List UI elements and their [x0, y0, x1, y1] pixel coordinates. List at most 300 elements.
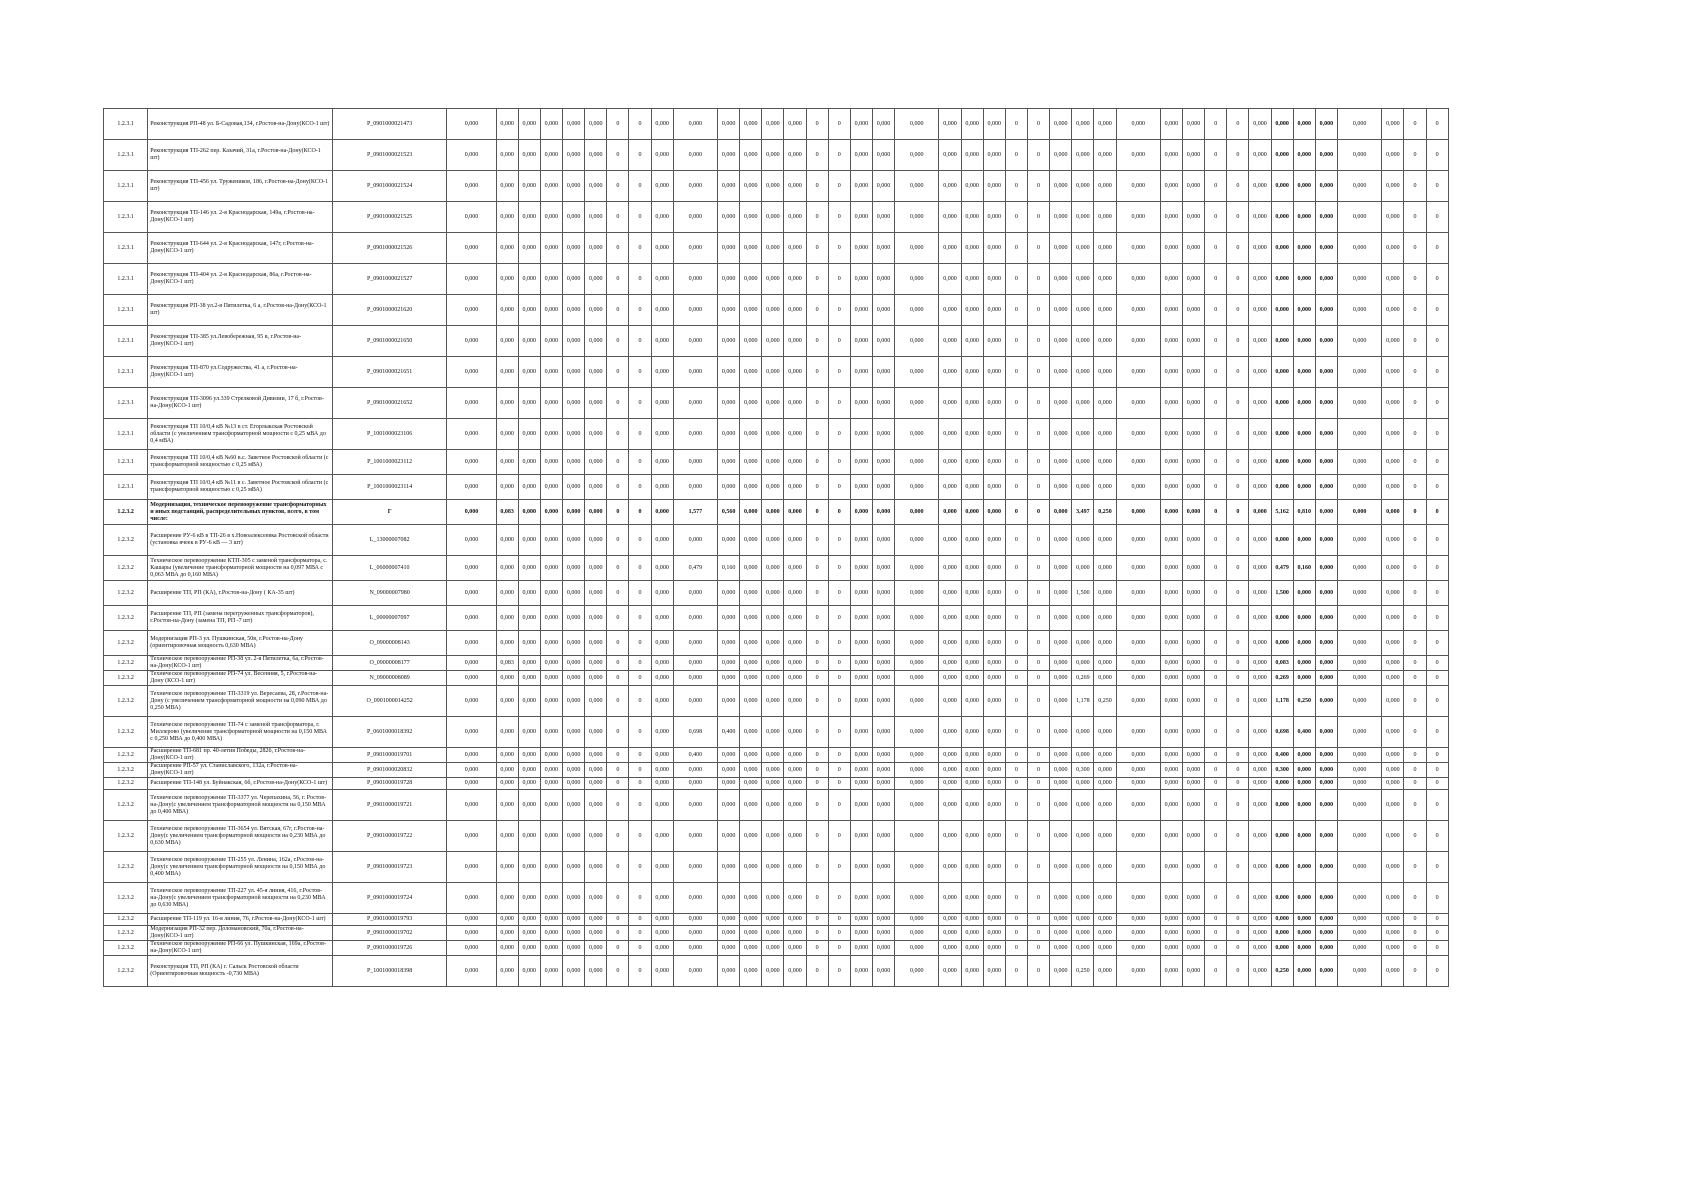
- project-id: P_0901000021527: [332, 264, 446, 295]
- value-cell: 0,000: [740, 500, 762, 525]
- value-cell: 0: [1205, 631, 1227, 656]
- value-cell: 0: [828, 233, 850, 264]
- value-cell: 0,000: [939, 202, 961, 233]
- value-cell: 0: [1205, 295, 1227, 326]
- value-cell: 0,000: [939, 778, 961, 790]
- value-cell: 0,000: [850, 500, 872, 525]
- value-cell: 0,000: [762, 656, 784, 671]
- value-cell: 0,000: [1293, 914, 1315, 926]
- value-cell: 0,000: [1072, 926, 1094, 941]
- value-cell: 0: [828, 926, 850, 941]
- value-cell: 0: [629, 295, 651, 326]
- value-cell: 0,000: [939, 233, 961, 264]
- value-cell: 0,000: [872, 202, 894, 233]
- value-cell: 0: [1027, 171, 1049, 202]
- value-cell: 0,000: [447, 656, 496, 671]
- value-cell: 0,000: [1382, 388, 1404, 419]
- value-cell: 0: [1426, 763, 1448, 778]
- value-cell: 0,000: [1182, 202, 1204, 233]
- value-cell: 0,000: [540, 656, 562, 671]
- value-cell: 0,000: [496, 606, 518, 631]
- value-cell: 0,000: [983, 914, 1005, 926]
- value-cell: 0,000: [1160, 686, 1182, 717]
- value-cell: 0: [1426, 956, 1448, 987]
- value-cell: 0,000: [1293, 233, 1315, 264]
- project-name: Реконструкция РП-38 ул.2-я Пятилетка, 6 а, г.Ростов-на-Дону(КСО-1 шт): [148, 295, 333, 326]
- value-cell: 0,000: [447, 388, 496, 419]
- value-cell: 0,000: [496, 525, 518, 556]
- value-cell: 0,000: [1337, 233, 1381, 264]
- value-cell: 0,000: [1315, 140, 1337, 171]
- value-cell: 0,000: [939, 821, 961, 852]
- value-cell: 0,000: [895, 450, 939, 475]
- value-cell: 0,000: [447, 914, 496, 926]
- value-cell: 0,000: [939, 941, 961, 956]
- table-row: [104, 233, 1559, 264]
- value-cell: 0,000: [983, 941, 1005, 956]
- value-cell: 0,000: [651, 717, 673, 748]
- value-cell: 0,000: [1315, 914, 1337, 926]
- value-cell: 0,000: [939, 388, 961, 419]
- value-cell: 0,000: [1271, 295, 1293, 326]
- value-cell: 0,000: [1315, 790, 1337, 821]
- value-cell: 0: [1404, 763, 1426, 778]
- value-cell: 0,000: [983, 956, 1005, 987]
- value-cell: 0,000: [1382, 295, 1404, 326]
- value-cell: 0: [1205, 852, 1227, 883]
- value-cell: 0,000: [673, 233, 717, 264]
- value-cell: 0,000: [1293, 656, 1315, 671]
- value-cell: 0,000: [762, 419, 784, 450]
- value-cell: 0,000: [1249, 295, 1271, 326]
- value-cell: 0,000: [850, 140, 872, 171]
- value-cell: 0: [1404, 357, 1426, 388]
- value-cell: 0: [1426, 926, 1448, 941]
- table-row: [104, 357, 1559, 388]
- value-cell: 0,000: [718, 926, 740, 941]
- value-cell: 0,000: [850, 821, 872, 852]
- value-cell: 0: [1426, 778, 1448, 790]
- value-cell: 0,000: [895, 264, 939, 295]
- value-cell: 0: [629, 475, 651, 500]
- value-cell: 0,000: [563, 883, 585, 914]
- value-cell: 0,000: [850, 656, 872, 671]
- project-name: Реконструкция ТП-456 ул. Тружеников, 186, г.Ростов-на-Дону(КСО-1 шт): [148, 171, 333, 202]
- value-cell: 0,000: [585, 956, 607, 987]
- value-cell: 0: [629, 606, 651, 631]
- value-cell: 0,000: [1050, 109, 1072, 140]
- value-cell: 0,000: [740, 326, 762, 357]
- value-cell: 0: [828, 717, 850, 748]
- value-cell: 0,000: [1094, 883, 1116, 914]
- value-cell: 0,000: [1050, 748, 1072, 763]
- value-cell: 0,000: [1293, 357, 1315, 388]
- value-cell: 0,000: [518, 419, 540, 450]
- value-cell: 0: [629, 233, 651, 264]
- value-cell: 0,000: [1182, 778, 1204, 790]
- value-cell: 0,000: [1382, 671, 1404, 686]
- value-cell: 0: [1005, 295, 1027, 326]
- value-cell: 0,000: [961, 475, 983, 500]
- value-cell: 0,000: [1182, 264, 1204, 295]
- value-cell: 0,000: [1249, 264, 1271, 295]
- value-cell: 0,000: [762, 326, 784, 357]
- value-cell: 0,000: [784, 656, 806, 671]
- project-id: P_0901000019724: [332, 883, 446, 914]
- project-name: Техническое перевооружение ТП-3377 ул. Черепахина, 56, г. Ростов-на-Дону(с увеличением трансформаторной мощности на 0,150 МВА до 0,400 МВА): [148, 790, 333, 821]
- value-cell: 0,000: [850, 956, 872, 987]
- value-cell: 0,000: [740, 748, 762, 763]
- value-cell: 0,000: [1094, 326, 1116, 357]
- value-cell: 0,000: [1116, 790, 1160, 821]
- project-id: O_09000008177: [332, 656, 446, 671]
- value-cell: 0,000: [1293, 631, 1315, 656]
- value-cell: 0,000: [784, 500, 806, 525]
- value-cell: 0,000: [673, 956, 717, 987]
- value-cell: 0: [1404, 941, 1426, 956]
- value-cell: 0,000: [740, 763, 762, 778]
- value-cell: 0,000: [939, 956, 961, 987]
- value-cell: 0,000: [1337, 171, 1381, 202]
- value-cell: 0,000: [961, 202, 983, 233]
- value-cell: 0,000: [762, 581, 784, 606]
- value-cell: 0,000: [1249, 606, 1271, 631]
- value-cell: 0,000: [895, 326, 939, 357]
- value-cell: 0,000: [1382, 778, 1404, 790]
- value-cell: 0: [629, 525, 651, 556]
- value-cell: 0,000: [1072, 388, 1094, 419]
- value-cell: 0,000: [673, 202, 717, 233]
- value-cell: 0,000: [1116, 326, 1160, 357]
- value-cell: 0,000: [1116, 778, 1160, 790]
- value-cell: 0,000: [1315, 202, 1337, 233]
- value-cell: 0,000: [1160, 326, 1182, 357]
- value-cell: 0,000: [1072, 852, 1094, 883]
- project-id: P_0901000021524: [332, 171, 446, 202]
- value-cell: 0,000: [1072, 326, 1094, 357]
- value-cell: 0,000: [447, 357, 496, 388]
- value-cell: 0,000: [1293, 790, 1315, 821]
- value-cell: 0,000: [1337, 419, 1381, 450]
- value-cell: 0,000: [762, 109, 784, 140]
- value-cell: 0,000: [540, 778, 562, 790]
- value-cell: 0,000: [540, 926, 562, 941]
- value-cell: 0: [1404, 295, 1426, 326]
- value-cell: 0: [1027, 140, 1049, 171]
- row-number: 1.2.3.2: [104, 790, 148, 821]
- table-row: [104, 778, 1559, 790]
- value-cell: 0: [607, 202, 629, 233]
- value-cell: 0: [1027, 264, 1049, 295]
- value-cell: 0,000: [1050, 790, 1072, 821]
- value-cell: 0: [629, 926, 651, 941]
- value-cell: 0,000: [447, 264, 496, 295]
- value-cell: 0,000: [673, 109, 717, 140]
- value-cell: 0: [629, 941, 651, 956]
- value-cell: 0: [1205, 656, 1227, 671]
- value-cell: 0: [629, 790, 651, 821]
- value-cell: 0,000: [718, 140, 740, 171]
- value-cell: 0,000: [1094, 525, 1116, 556]
- value-cell: 0,000: [718, 763, 740, 778]
- value-cell: 0,250: [1293, 686, 1315, 717]
- value-cell: 0,000: [447, 790, 496, 821]
- value-cell: 0,000: [939, 295, 961, 326]
- value-cell: 0,000: [1315, 686, 1337, 717]
- value-cell: 0,000: [651, 450, 673, 475]
- value-cell: 0,000: [518, 883, 540, 914]
- value-cell: 0,000: [784, 233, 806, 264]
- value-cell: 0,698: [1271, 717, 1293, 748]
- value-cell: 0,000: [673, 264, 717, 295]
- value-cell: 0,000: [784, 388, 806, 419]
- value-cell: 0,000: [1116, 941, 1160, 956]
- value-cell: 0: [629, 748, 651, 763]
- table-row: [104, 475, 1559, 500]
- value-cell: 0: [629, 686, 651, 717]
- value-cell: 0: [1205, 357, 1227, 388]
- value-cell: 0,000: [740, 883, 762, 914]
- value-cell: 0,000: [718, 790, 740, 821]
- value-cell: 0,000: [983, 748, 1005, 763]
- value-cell: 0,000: [1094, 656, 1116, 671]
- value-cell: 0,000: [718, 295, 740, 326]
- value-cell: 0,000: [1315, 233, 1337, 264]
- value-cell: 0,000: [939, 419, 961, 450]
- value-cell: 0,000: [585, 357, 607, 388]
- value-cell: 0,000: [762, 450, 784, 475]
- value-cell: 0: [1404, 264, 1426, 295]
- value-cell: 0,000: [1337, 631, 1381, 656]
- value-cell: 0: [1404, 419, 1426, 450]
- value-cell: 0,000: [1382, 525, 1404, 556]
- table-row: [104, 140, 1559, 171]
- value-cell: 0: [607, 914, 629, 926]
- value-cell: 0: [1027, 475, 1049, 500]
- value-cell: 0: [629, 914, 651, 926]
- value-cell: 0,000: [1094, 233, 1116, 264]
- value-cell: 0,000: [1160, 956, 1182, 987]
- value-cell: 0,083: [496, 656, 518, 671]
- value-cell: 0,479: [673, 556, 717, 581]
- value-cell: 0,000: [784, 109, 806, 140]
- value-cell: 0,000: [1182, 295, 1204, 326]
- value-cell: 0,000: [1382, 475, 1404, 500]
- value-cell: 0: [1027, 763, 1049, 778]
- value-cell: 0,000: [1160, 450, 1182, 475]
- value-cell: 0,000: [518, 914, 540, 926]
- value-cell: 0,000: [872, 671, 894, 686]
- value-cell: 0,000: [872, 821, 894, 852]
- value-cell: 0,000: [1271, 171, 1293, 202]
- value-cell: 0: [1005, 778, 1027, 790]
- value-cell: 0,000: [1293, 202, 1315, 233]
- value-cell: 0,000: [1050, 475, 1072, 500]
- value-cell: 0,000: [895, 631, 939, 656]
- value-cell: 0,000: [540, 326, 562, 357]
- value-cell: 0: [1205, 556, 1227, 581]
- value-cell: 0,000: [1337, 926, 1381, 941]
- value-cell: 0: [607, 140, 629, 171]
- value-cell: 0: [1227, 941, 1249, 956]
- value-cell: 0,000: [740, 852, 762, 883]
- value-cell: 0: [607, 763, 629, 778]
- value-cell: 0,000: [447, 233, 496, 264]
- value-cell: 0,000: [585, 419, 607, 450]
- value-cell: 0,000: [1271, 914, 1293, 926]
- value-cell: 0,000: [651, 357, 673, 388]
- value-cell: 0,000: [784, 581, 806, 606]
- value-cell: 0,000: [563, 202, 585, 233]
- document-sheet: [103, 108, 1559, 987]
- value-cell: 0,000: [784, 790, 806, 821]
- project-name: Расширение ТП, РП (КА), г.Ростов-на-Дону ( КА-35 шт): [148, 581, 333, 606]
- value-cell: 0: [1426, 500, 1448, 525]
- value-cell: 0,000: [1116, 631, 1160, 656]
- value-cell: 0,000: [1182, 631, 1204, 656]
- value-cell: 0,000: [1050, 631, 1072, 656]
- value-cell: 0,000: [1315, 821, 1337, 852]
- value-cell: 0,000: [784, 419, 806, 450]
- value-cell: 0: [1404, 450, 1426, 475]
- value-cell: 0,000: [1293, 171, 1315, 202]
- row-number: 1.2.3.1: [104, 295, 148, 326]
- value-cell: 0: [828, 264, 850, 295]
- value-cell: 0,000: [1094, 581, 1116, 606]
- value-cell: 0: [1426, 525, 1448, 556]
- value-cell: 0,000: [1182, 357, 1204, 388]
- value-cell: 0: [806, 656, 828, 671]
- value-cell: 0: [1426, 450, 1448, 475]
- value-cell: 0,000: [563, 656, 585, 671]
- value-cell: 0,000: [1094, 606, 1116, 631]
- value-cell: 0,000: [496, 581, 518, 606]
- value-cell: 0,000: [850, 883, 872, 914]
- value-cell: 0,000: [1182, 790, 1204, 821]
- value-cell: 0: [629, 717, 651, 748]
- value-cell: 0,000: [1094, 357, 1116, 388]
- value-cell: 0,000: [518, 525, 540, 556]
- value-cell: 0: [629, 556, 651, 581]
- value-cell: 0: [806, 914, 828, 926]
- value-cell: 0: [1005, 500, 1027, 525]
- value-cell: 0,000: [496, 264, 518, 295]
- value-cell: 0,000: [1050, 140, 1072, 171]
- value-cell: 0,000: [1271, 388, 1293, 419]
- value-cell: 0,000: [1050, 264, 1072, 295]
- value-cell: 0,000: [447, 852, 496, 883]
- value-cell: 0,000: [850, 914, 872, 926]
- table-row: [104, 686, 1559, 717]
- value-cell: 0,000: [784, 941, 806, 956]
- value-cell: 0,000: [540, 956, 562, 987]
- value-cell: 0,000: [983, 778, 1005, 790]
- value-cell: 0: [1227, 357, 1249, 388]
- value-cell: 0,000: [939, 140, 961, 171]
- row-number: 1.2.3.2: [104, 500, 148, 525]
- value-cell: 0,000: [1182, 109, 1204, 140]
- value-cell: 0,000: [1182, 140, 1204, 171]
- value-cell: 0,000: [961, 956, 983, 987]
- value-cell: 0,000: [983, 326, 1005, 357]
- value-cell: 0,000: [961, 140, 983, 171]
- value-cell: 0: [1005, 140, 1027, 171]
- value-cell: 0,000: [740, 140, 762, 171]
- value-cell: 0,000: [784, 171, 806, 202]
- value-cell: 0,000: [718, 171, 740, 202]
- value-cell: 0: [1404, 202, 1426, 233]
- value-cell: 0,000: [1337, 140, 1381, 171]
- project-id: O_09000008143: [332, 631, 446, 656]
- value-cell: 0,000: [1293, 295, 1315, 326]
- value-cell: 0,000: [1293, 956, 1315, 987]
- value-cell: 0: [1404, 717, 1426, 748]
- value-cell: 0: [1426, 852, 1448, 883]
- value-cell: 0,000: [1072, 202, 1094, 233]
- value-cell: 0,000: [1094, 956, 1116, 987]
- value-cell: 0: [629, 202, 651, 233]
- value-cell: 0,000: [1072, 264, 1094, 295]
- value-cell: 0,000: [1382, 656, 1404, 671]
- value-cell: 0,000: [740, 525, 762, 556]
- value-cell: 0,000: [961, 763, 983, 778]
- value-cell: 0,400: [1271, 748, 1293, 763]
- value-cell: 0,000: [1315, 926, 1337, 941]
- value-cell: 0,000: [496, 883, 518, 914]
- value-cell: 0,000: [1337, 525, 1381, 556]
- value-cell: 0,000: [961, 748, 983, 763]
- value-cell: 0,000: [939, 525, 961, 556]
- value-cell: 0,000: [1182, 656, 1204, 671]
- value-cell: 0,000: [1160, 556, 1182, 581]
- value-cell: 0,000: [1182, 926, 1204, 941]
- value-cell: 0,000: [563, 581, 585, 606]
- value-cell: 0,000: [518, 763, 540, 778]
- value-cell: 0,000: [1382, 941, 1404, 956]
- value-cell: 0,000: [447, 941, 496, 956]
- value-cell: 0,000: [961, 656, 983, 671]
- value-cell: 0,000: [1249, 656, 1271, 671]
- row-number: 1.2.3.2: [104, 525, 148, 556]
- value-cell: 0,000: [585, 656, 607, 671]
- value-cell: 0,000: [983, 475, 1005, 500]
- project-id: N_09000008089: [332, 671, 446, 686]
- value-cell: 0: [828, 295, 850, 326]
- value-cell: 0,000: [784, 852, 806, 883]
- value-cell: 0,000: [718, 671, 740, 686]
- value-cell: 0,000: [496, 852, 518, 883]
- value-cell: 0,000: [939, 475, 961, 500]
- value-cell: 0,000: [872, 233, 894, 264]
- value-cell: 0,000: [740, 357, 762, 388]
- value-cell: 0,000: [540, 202, 562, 233]
- value-cell: 0,000: [518, 821, 540, 852]
- value-cell: 0: [1404, 326, 1426, 357]
- value-cell: 0: [607, 631, 629, 656]
- value-cell: 0,000: [784, 556, 806, 581]
- value-cell: 0,000: [673, 606, 717, 631]
- value-cell: 0,000: [1072, 357, 1094, 388]
- value-cell: 0,000: [961, 525, 983, 556]
- value-cell: 0,000: [895, 475, 939, 500]
- value-cell: 0: [1404, 233, 1426, 264]
- value-cell: 0: [806, 717, 828, 748]
- value-cell: 0,000: [651, 109, 673, 140]
- value-cell: 0,000: [1315, 956, 1337, 987]
- value-cell: 0: [1404, 388, 1426, 419]
- value-cell: 0,000: [585, 388, 607, 419]
- value-cell: 0,000: [939, 581, 961, 606]
